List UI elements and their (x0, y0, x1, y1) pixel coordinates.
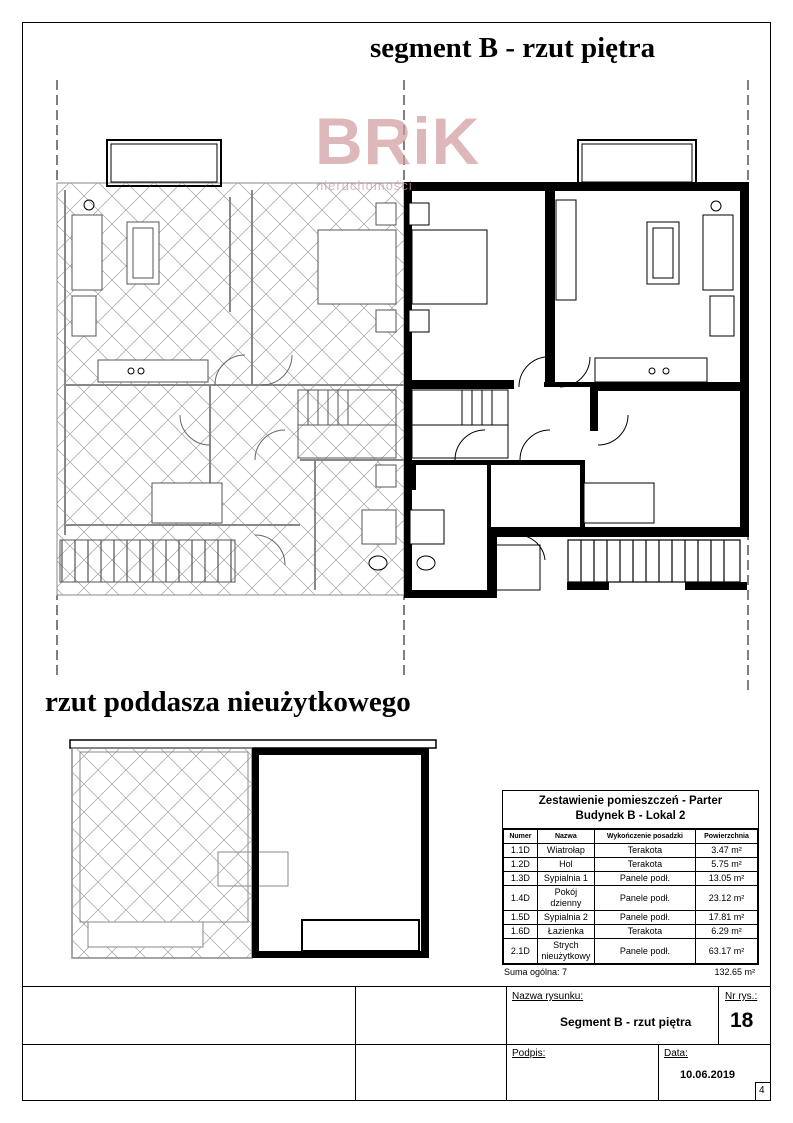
cell: Terakota (594, 858, 695, 872)
cell: 1.5D (504, 911, 538, 925)
cell: Hol (537, 858, 594, 872)
cell: Łazienka (537, 925, 594, 939)
cell: 63.17 m² (695, 939, 757, 964)
drawing-no: 18 (730, 1009, 754, 1032)
cell: 13.05 m² (695, 872, 757, 886)
room-table-caption (503, 791, 758, 829)
col-header-name: Nazwa (537, 830, 594, 844)
cell: Terakota (594, 844, 695, 858)
date-label: Data: (664, 1048, 688, 1059)
cell: 2.1D (504, 939, 538, 964)
drawing-no-label: Nr rys.: (725, 991, 758, 1002)
cell: 1.1D (504, 844, 538, 858)
drawing-name-label: Nazwa rysunku: (512, 991, 584, 1002)
room-table-title-line2: Budynek B - Lokal 2 (575, 810, 686, 822)
cell: 6.29 m² (695, 925, 757, 939)
title-block-divider (658, 1044, 659, 1101)
cell: Panele podł. (594, 939, 695, 964)
room-table-title-line1: Zestawienie pomieszczeń - Parter (538, 795, 723, 807)
cell: 1.4D (504, 886, 538, 911)
room-schedule-table (502, 790, 759, 965)
attic-plan (70, 740, 436, 958)
attic-title: rzut poddasza nieużytkowego (45, 686, 411, 718)
date-value: 10.06.2019 (680, 1069, 736, 1081)
main-title: segment B - rzut piętra (370, 32, 656, 64)
cell: 3.47 m² (695, 844, 757, 858)
table-row (504, 886, 758, 911)
cell: Panele podł. (594, 886, 695, 911)
sum-value: 132.65 m² (714, 967, 755, 977)
cell: Panele podł. (594, 872, 695, 886)
cell: 5.75 m² (695, 858, 757, 872)
drawing-name: Segment B - rzut piętra (560, 1015, 692, 1029)
cell: 17.81 m² (695, 911, 757, 925)
cell: Sypialnia 1 (537, 872, 594, 886)
sheet-number: 4 (759, 1085, 765, 1096)
cell: Terakota (594, 925, 695, 939)
cell: 1.2D (504, 858, 538, 872)
sum-label: Suma ogólna: 7 (504, 967, 568, 977)
col-header-area: Powierzchnia (695, 830, 757, 844)
cell: 1.3D (504, 872, 538, 886)
col-header-number: Numer (504, 830, 538, 844)
cell: Wiatrołap (537, 844, 594, 858)
table-row (504, 872, 758, 886)
room-table (503, 829, 758, 964)
table-row (504, 939, 758, 964)
table-row (504, 844, 758, 858)
cell: 1.6D (504, 925, 538, 939)
table-row (504, 925, 758, 939)
cell: Sypialnia 2 (537, 911, 594, 925)
cell: Strych nieużytkowy (537, 939, 594, 964)
table-row (504, 911, 758, 925)
col-header-finish: Wykończenie posadzki (594, 830, 695, 844)
brand-watermark: BRiK (315, 104, 481, 178)
cell: 23.12 m² (695, 886, 757, 911)
brand-watermark-sub: nieruchomości (316, 178, 413, 193)
cell: Pokój dzienny (537, 886, 594, 911)
cell: Panele podł. (594, 911, 695, 925)
room-table-header-row (504, 830, 758, 844)
signature-label: Podpis: (512, 1048, 546, 1059)
title-block-divider (718, 986, 719, 1044)
left-unit-hatched (57, 140, 404, 595)
table-row (504, 858, 758, 872)
